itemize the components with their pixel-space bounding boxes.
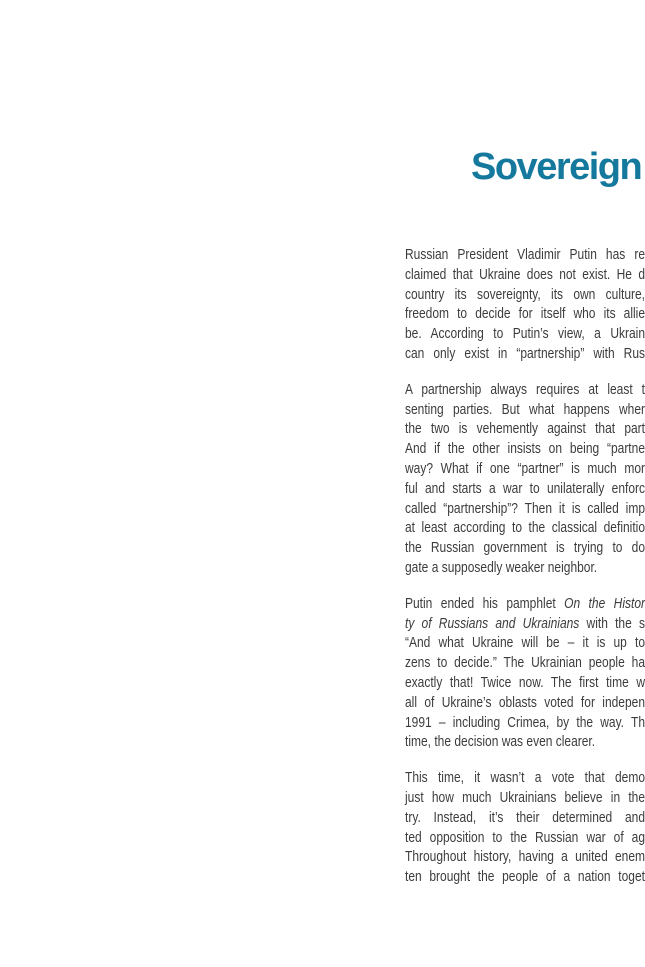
text-segment: just how much Ukrainians believe in the [405,788,645,806]
text-line [405,594,645,614]
text-segment: all of Ukraine’s oblasts voted for indepen [405,693,645,711]
text-line [405,867,645,887]
text-segment: way? What if one “partner” is much mor [405,459,645,477]
text-line [405,558,645,578]
text-line [405,265,645,285]
italic-text: ty of Russians and Ukrainians [405,614,580,632]
text-line [405,828,645,848]
text-segment: can only exist in “partnership” with Rus [405,344,645,362]
text-segment: the Russian government is trying to do [405,539,645,557]
text-segment: 1991 – including Crimea, by the way. Th [405,713,645,731]
body-text-column [405,245,645,903]
paragraph [405,380,645,578]
text-segment: This time, it wasn’t a vote that demo [405,769,645,787]
text-line [405,419,645,439]
text-line [405,768,645,788]
text-segment: try. Instead, it’s their determined and [405,808,645,826]
text-line [405,808,645,828]
text-line [405,633,645,653]
text-line [405,380,645,400]
text-segment: Russian President Vladimir Putin has re [405,246,645,263]
text-segment: time, the decision was even clearer. [405,733,596,751]
italic-text: On the Histor [564,594,645,612]
text-line [405,344,645,364]
text-line [405,788,645,808]
text-line [405,439,645,459]
text-segment: ten brought the people of a nation toget [405,868,645,886]
text-line [405,732,645,752]
text-segment: claimed that Ukraine does not exist. He d [405,265,645,283]
text-line [405,459,645,479]
text-line [405,400,645,420]
text-segment: the two is vehemently against that part [405,420,645,438]
text-segment: senting parties. But what happens wher [405,400,645,418]
text-line [405,324,645,344]
text-segment: country its sovereignty, its own culture, [405,285,645,303]
text-line [405,847,645,867]
paragraph [405,245,645,364]
text-line [405,304,645,324]
text-segment: Throughout history, having a united enem [405,848,645,866]
text-segment: Putin ended his pamphlet [405,594,565,612]
text-segment: And if the other insists on being “partne [405,440,645,458]
chapter-title: Sovereign [471,146,642,188]
text-line [405,653,645,673]
text-line [405,673,645,693]
text-line [405,518,645,538]
text-segment: exactly that! Twice now. The first time w [405,673,645,691]
text-line [405,479,645,499]
text-segment: gate a supposedly weaker neighbor. [405,558,598,576]
text-line [405,285,645,305]
paragraph [405,594,645,752]
text-segment: “And what Ukraine will be – it is up to [405,634,645,652]
text-segment: called “partnership”? Then it is called imp [405,499,645,517]
text-line [405,499,645,519]
text-segment: A partnership always requires at least t [405,380,645,398]
text-segment: ted opposition to the Russian war of ag [405,828,645,846]
text-segment: freedom to decide for itself who its allie [405,305,645,323]
text-segment: at least according to the classical definitio [405,519,645,537]
text-line [405,538,645,558]
text-segment: be. According to Putin’s view, a Ukrain [405,325,645,343]
text-segment: ful and starts a war to unilaterally enforc [405,479,645,497]
paragraph [405,768,645,887]
text-segment: zens to decide.” The Ukrainian people ha [405,654,645,672]
text-line [405,693,645,713]
text-line [405,614,645,634]
text-line [405,713,645,733]
text-segment: with the s [579,614,645,632]
text-line [405,245,645,265]
